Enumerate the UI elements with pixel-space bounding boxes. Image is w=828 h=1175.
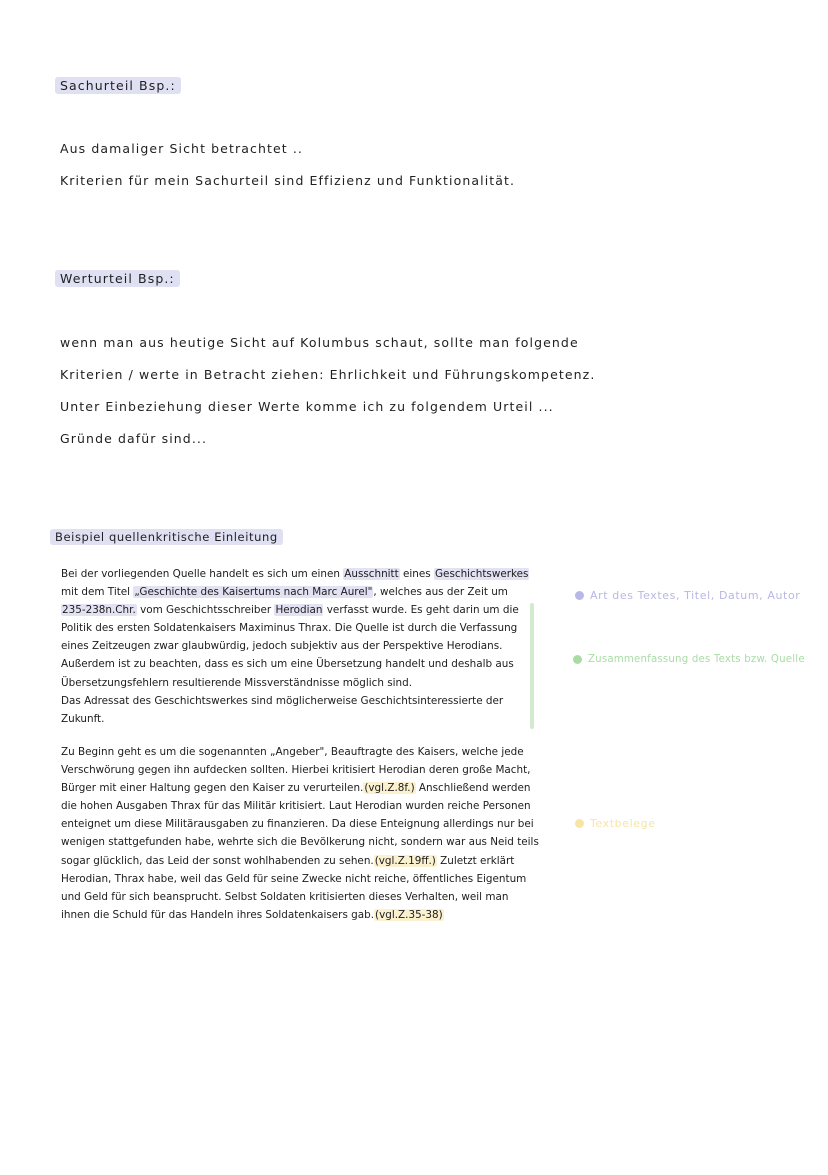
para2-line: enteignet um diese Militärausgaben zu finanzieren. Da diese Enteignung allerdings nur bei bbox=[61, 818, 534, 831]
sachurteil-line-1: Aus damaliger Sicht betrachtet .. bbox=[60, 141, 303, 156]
para2-line: und Geld für sich beansprucht. Selbst Soldaten kritisierten dieses Verhalten, weil man bbox=[61, 890, 509, 903]
para2-line: Zu Beginn geht es um die sogenannten „Angeber", Beauftragte des Kaisers, welche jede bbox=[61, 746, 524, 758]
citation-highlight: (vgl.Z.19ff.) bbox=[374, 854, 436, 867]
legend-label: Textbelege bbox=[590, 817, 656, 830]
para1-line: Übersetzungsfehlern resultierende Missverständnisse möglich sind. bbox=[61, 676, 413, 689]
summary-paragraph bbox=[61, 743, 541, 924]
legend-dot-icon bbox=[575, 819, 584, 828]
para2-line: Herodian, Thrax habe, weil das Geld für seine Zwecke nicht reiche, öffentliches Eigentum bbox=[61, 872, 527, 885]
legend-item-citations bbox=[575, 817, 656, 830]
summary-bar bbox=[530, 603, 534, 729]
source-highlight: Herodian bbox=[275, 604, 323, 617]
werturteil-line-4: Gründe dafür sind... bbox=[60, 431, 208, 446]
citation-highlight: (vgl.Z.35-38) bbox=[375, 908, 443, 921]
legend-dot-icon bbox=[575, 591, 584, 600]
legend-item-summary bbox=[573, 654, 805, 665]
text-span: ihnen die Schuld für das Handeln ihres Soldatenkaisers gab. bbox=[61, 908, 375, 921]
intro-paragraph bbox=[61, 565, 541, 728]
para1-line: Außerdem ist zu beachten, dass es sich um eine Übersetzung handelt und deshalb aus bbox=[61, 658, 514, 671]
para1-line bbox=[61, 565, 541, 583]
para1-line bbox=[61, 601, 541, 619]
beispiel-heading: Beispiel quellenkritische Einleitung bbox=[50, 529, 283, 545]
text-span: Zuletzt erklärt bbox=[436, 854, 515, 867]
werturteil-line-1: wenn man aus heutige Sicht auf Kolumbus schaut, sollte man folgende bbox=[60, 335, 579, 350]
citation-highlight: (vgl.Z.8f.) bbox=[364, 782, 415, 795]
werturteil-heading: Werturteil Bsp.: bbox=[55, 270, 180, 287]
source-highlight: 235-238n.Chr. bbox=[62, 604, 136, 617]
text-span: verfasst wurde. Es geht darin um die bbox=[323, 604, 519, 617]
para1-line: Politik des ersten Soldatenkaisers Maximinus Thrax. Die Quelle ist durch die Verfassung bbox=[61, 622, 518, 635]
source-highlight: Ausschnitt bbox=[344, 568, 399, 580]
legend-dot-icon bbox=[573, 655, 582, 664]
text-span: mit dem Titel bbox=[61, 586, 134, 599]
legend-label: Zusammenfassung des Texts bzw. Quelle bbox=[588, 654, 805, 665]
legend-label: Art des Textes, Titel, Datum, Autor bbox=[590, 589, 801, 602]
sachurteil-heading: Sachurteil Bsp.: bbox=[55, 77, 181, 94]
para1-line: Zukunft. bbox=[61, 712, 105, 725]
werturteil-line-3: Unter Einbeziehung dieser Werte komme ich zu folgendem Urteil ... bbox=[60, 399, 554, 414]
para2-line: die hohen Ausgaben Thrax für das Militär kritisiert. Laut Herodian wurden reiche Personen bbox=[61, 800, 531, 813]
text-span: Anschließend werden bbox=[415, 782, 531, 795]
para2-line bbox=[61, 779, 541, 797]
text-span: sogar glücklich, das Leid der sonst wohlhabenden zu sehen. bbox=[61, 854, 374, 867]
para1-line bbox=[61, 583, 541, 601]
text-span: Bei der vorliegenden Quelle handelt es sich um einen bbox=[61, 568, 344, 580]
text-span: vom Geschichtsschreiber bbox=[136, 604, 275, 617]
source-highlight: „Geschichte des Kaisertums nach Marc Aurel" bbox=[134, 586, 373, 599]
sachurteil-line-2: Kriterien für mein Sachurteil sind Effizienz und Funktionalität. bbox=[60, 173, 516, 188]
source-highlight: Geschichtswerkes bbox=[435, 568, 529, 580]
text-span: , welches aus der Zeit um bbox=[373, 586, 508, 599]
para2-line: wenigen stattgefunden habe, wehrte sich die Bevölkerung nicht, sondern war aus Neid teils bbox=[61, 836, 539, 849]
para1-line: Das Adressat des Geschichtswerkes sind möglicherweise Geschichtsinteressierte der bbox=[61, 694, 504, 707]
para2-line bbox=[61, 852, 541, 870]
legend-item-source-info bbox=[575, 589, 800, 602]
para2-line: Verschwörung gegen ihn aufdecken sollten. Hierbei kritisiert Herodian deren große Macht, bbox=[61, 764, 531, 777]
text-span: Bürger mit einer Haltung gegen den Kaiser zu verurteilen. bbox=[61, 782, 364, 795]
text-span: eines bbox=[399, 568, 434, 580]
para2-line bbox=[61, 906, 541, 924]
werturteil-line-2: Kriterien / werte in Betracht ziehen: Ehrlichkeit und Führungskompetenz. bbox=[60, 367, 596, 382]
para1-line: eines Zeitzeugen zwar glaubwürdig, jedoch subjektiv aus der Perspektive Herodians. bbox=[61, 640, 503, 653]
